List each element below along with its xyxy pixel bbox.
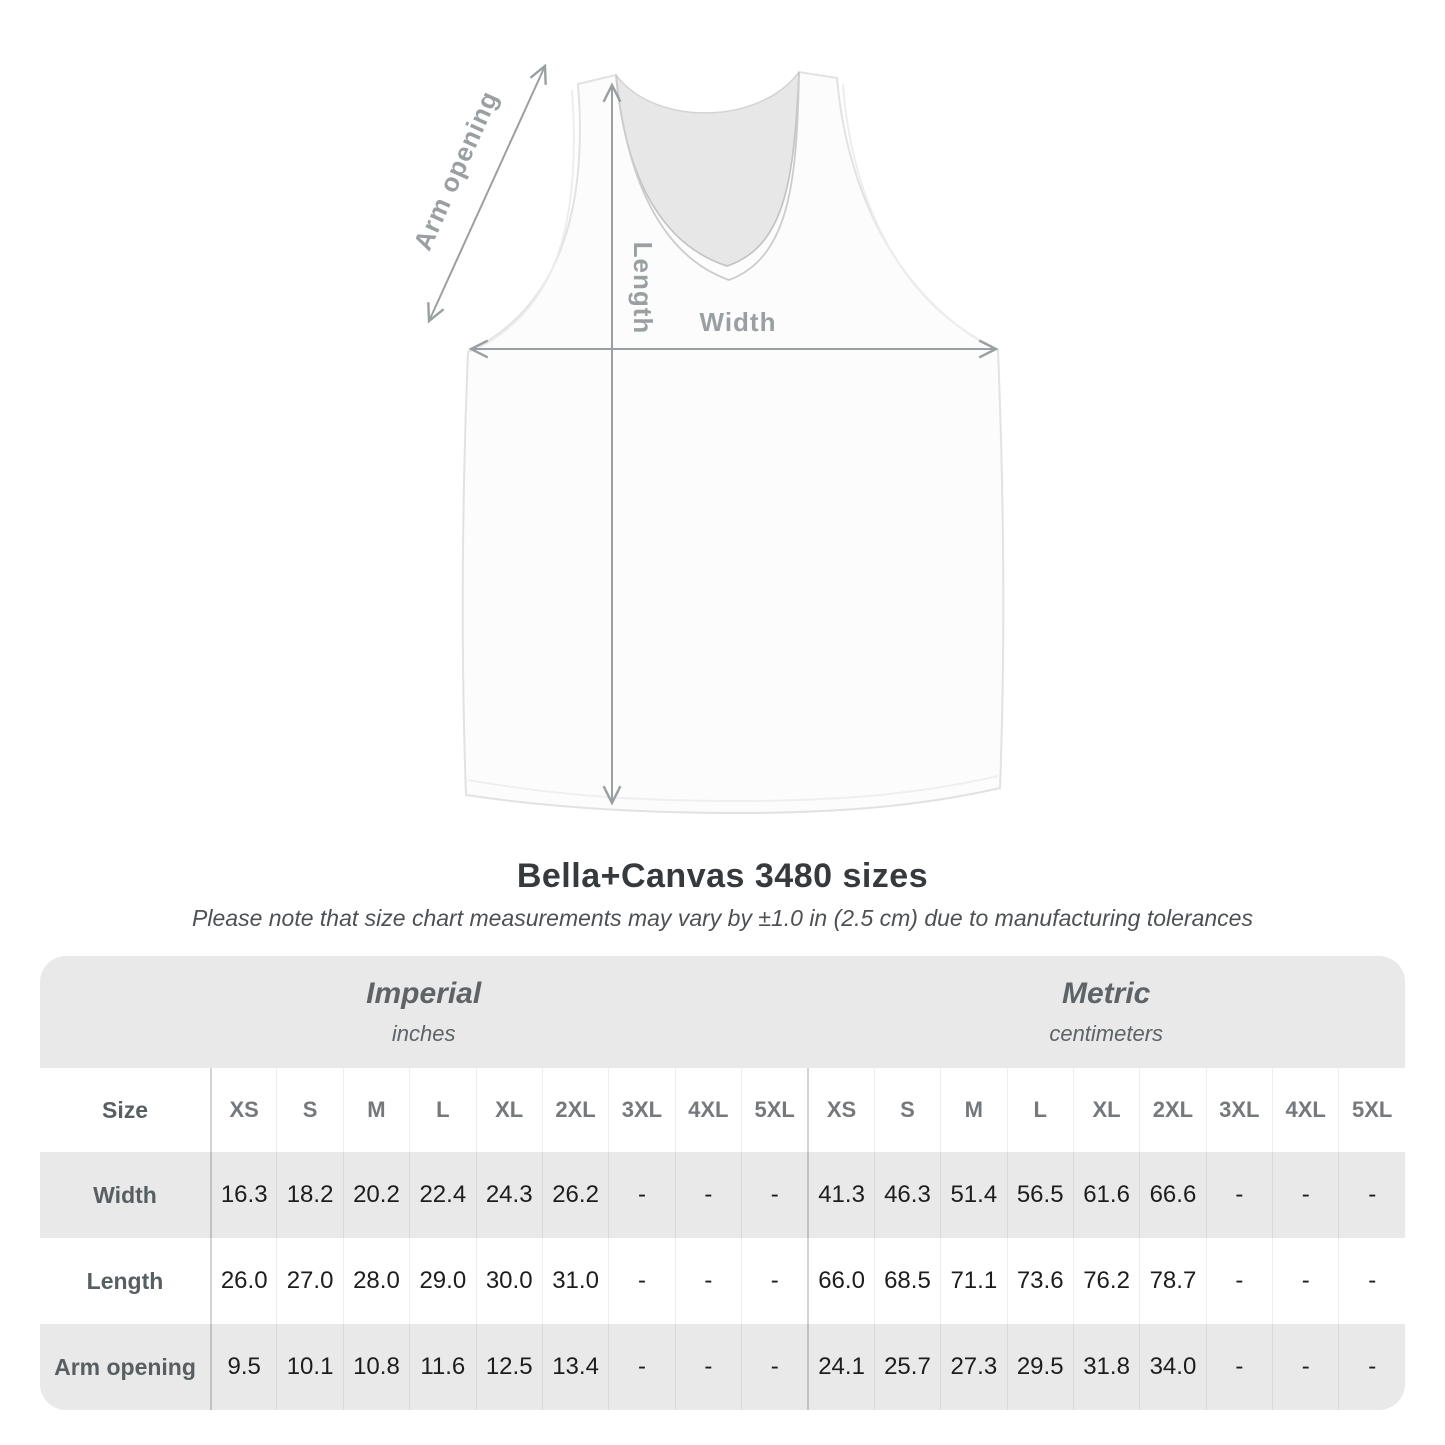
value-cell: - [608,1324,674,1410]
arm-opening-label: Arm opening [407,85,505,255]
value-cell: 24.1 [807,1324,873,1410]
value-cell: 76.2 [1073,1238,1139,1324]
size-header-metric-l: L [1007,1068,1073,1152]
size-column-header: Size [40,1068,210,1152]
size-header-metric-m: M [940,1068,1006,1152]
value-cell: 22.4 [409,1152,475,1238]
length-label: Length [628,241,658,335]
size-header-metric-5xl: 5XL [1338,1068,1405,1152]
value-cell: - [1206,1324,1272,1410]
value-cell: 10.1 [276,1324,342,1410]
width-label: Width [699,307,777,337]
size-header-imperial-xl: XL [476,1068,542,1152]
table-row-width [40,1152,1405,1238]
value-cell: 11.6 [409,1324,475,1410]
value-cell: 71.1 [940,1238,1006,1324]
value-cell: - [608,1238,674,1324]
value-cell: 66.6 [1139,1152,1205,1238]
row-label-length: Length [40,1238,210,1324]
value-cell: 10.8 [343,1324,409,1410]
value-cell: 12.5 [476,1324,542,1410]
value-cell: 68.5 [874,1238,940,1324]
value-cell: 29.0 [409,1238,475,1324]
value-cell: - [1338,1238,1405,1324]
value-cell: - [1206,1238,1272,1324]
value-cell: 18.2 [276,1152,342,1238]
value-cell: 13.4 [542,1324,608,1410]
value-cell: 46.3 [874,1152,940,1238]
value-cell: 20.2 [343,1152,409,1238]
value-cell: 66.0 [807,1238,873,1324]
value-cell: - [1272,1238,1338,1324]
table-row-arm-opening [40,1324,1405,1410]
size-header-metric-xs: XS [807,1068,873,1152]
value-cell: 9.5 [210,1324,276,1410]
size-header-row [40,1068,1405,1152]
value-cell: - [741,1324,807,1410]
size-header-metric-4xl: 4XL [1272,1068,1338,1152]
size-header-metric-2xl: 2XL [1139,1068,1205,1152]
size-header-imperial-3xl: 3XL [608,1068,674,1152]
value-cell: 61.6 [1073,1152,1139,1238]
value-cell: 24.3 [476,1152,542,1238]
value-cell: 16.3 [210,1152,276,1238]
size-header-metric-xl: XL [1073,1068,1139,1152]
metric-label: Metric [1062,977,1151,1010]
size-table [40,956,1405,1410]
metric-group-header [807,956,1405,1068]
value-cell: 25.7 [874,1324,940,1410]
table-row-length [40,1238,1405,1324]
value-cell: - [1338,1324,1405,1410]
page-title: Bella+Canvas 3480 sizes [516,857,929,895]
value-cell: 34.0 [1139,1324,1205,1410]
size-header-imperial-2xl: 2XL [542,1068,608,1152]
imperial-unit: inches [391,1021,456,1046]
value-cell: 51.4 [940,1152,1006,1238]
size-header-imperial-4xl: 4XL [675,1068,741,1152]
value-cell: - [1206,1152,1272,1238]
value-cell: 29.5 [1007,1324,1073,1410]
tolerance-note: Please note that size chart measurements may vary by ±1.0 in (2.5 cm) due to manufacturing tolerances [192,905,1253,931]
size-header-metric-3xl: 3XL [1206,1068,1272,1152]
value-cell: 27.0 [276,1238,342,1324]
value-cell: 56.5 [1007,1152,1073,1238]
size-header-imperial-l: L [409,1068,475,1152]
size-header-imperial-s: S [276,1068,342,1152]
size-header-imperial-m: M [343,1068,409,1152]
unit-band-row [40,956,1405,1068]
value-cell: 27.3 [940,1324,1006,1410]
value-cell: - [675,1152,741,1238]
value-cell: - [675,1324,741,1410]
imperial-group-header [40,956,807,1068]
imperial-label: Imperial [366,977,482,1010]
value-cell: - [1272,1324,1338,1410]
value-cell: 73.6 [1007,1238,1073,1324]
value-cell: 30.0 [476,1238,542,1324]
value-cell: 31.0 [542,1238,608,1324]
metric-unit: centimeters [1049,1021,1164,1046]
value-cell: 41.3 [807,1152,873,1238]
value-cell: - [741,1152,807,1238]
value-cell: - [1338,1152,1405,1238]
size-header-imperial-5xl: 5XL [741,1068,807,1152]
size-header-imperial-xs: XS [210,1068,276,1152]
value-cell: 78.7 [1139,1238,1205,1324]
value-cell: - [608,1152,674,1238]
row-label-arm-opening: Arm opening [40,1324,210,1410]
size-header-metric-s: S [874,1068,940,1152]
value-cell: 31.8 [1073,1324,1139,1410]
value-cell: 26.0 [210,1238,276,1324]
value-cell: - [741,1238,807,1324]
value-cell: - [675,1238,741,1324]
value-cell: - [1272,1152,1338,1238]
value-cell: 26.2 [542,1152,608,1238]
value-cell: 28.0 [343,1238,409,1324]
row-label-width: Width [40,1152,210,1238]
